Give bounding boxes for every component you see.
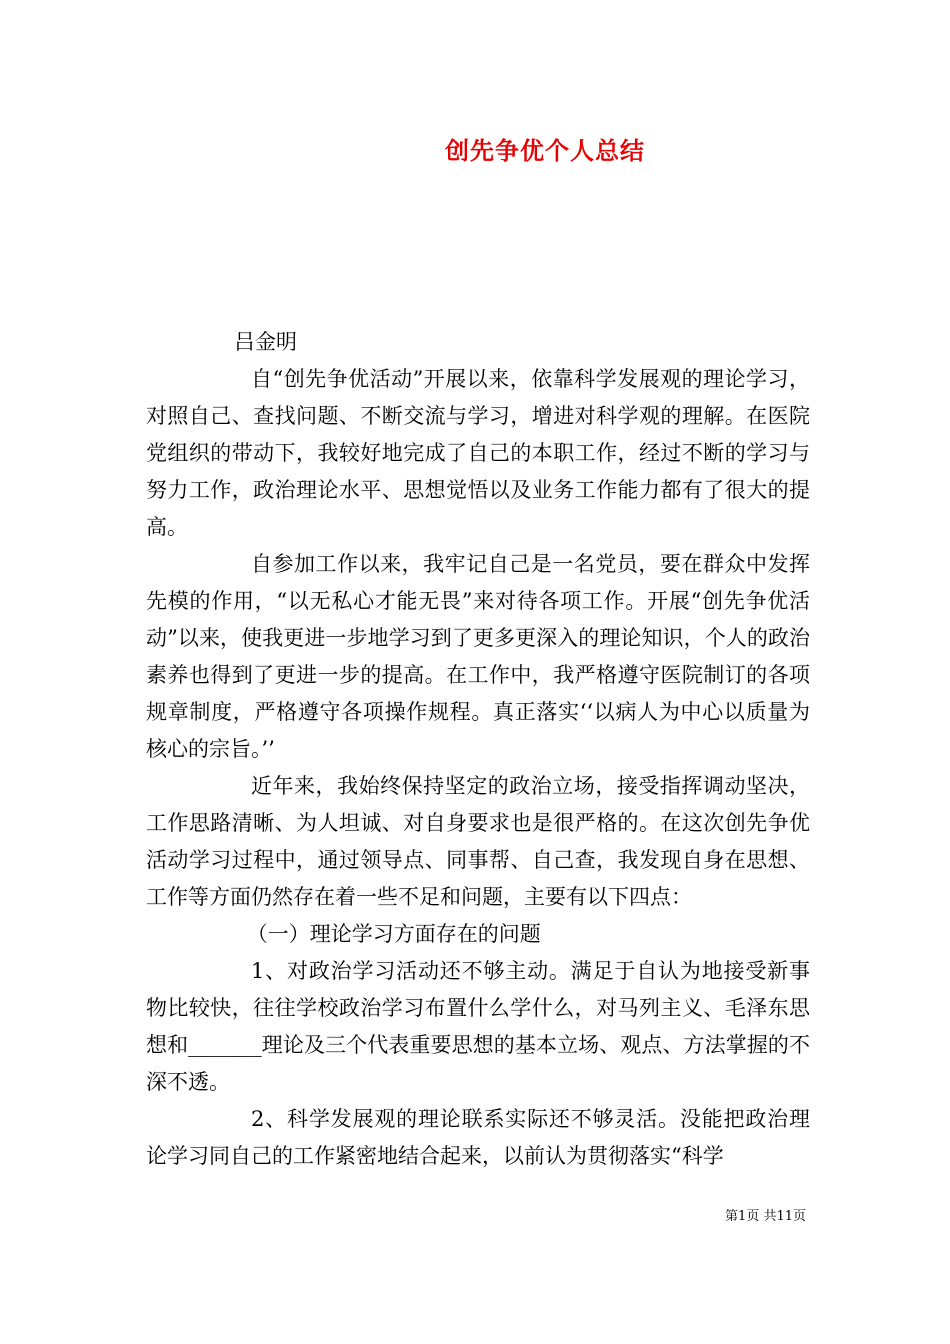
- paragraph-3: 近年来，我始终保持坚定的政治立场，接受指挥调动坚决，工作思路清晰、为人坦诚、对自身要求也是很严格的。在这次创先争优活动学习过程中，通过领导点、同事帮、自己查，我发现自身在思想、工作等方面仍然存在着一些不足和问题，主要有以下四点：: [146, 774, 810, 909]
- document-title: 创先争优个人总结: [445, 136, 645, 165]
- paragraph-5: 2、科学发展观的理论联系实际还不够灵活。没能把政治理论学习同自己的工作紧密地结合起来，以前认为贯彻落实“科学: [146, 1107, 810, 1168]
- paragraph-4: 1、对政治学习活动还不够主动。满足于自认为地接受新事物比较快，往往学校政治学习布置什么学什么，对马列主义、毛泽东思想和_______理论及三个代表重要思想的基本立场、观点、方法掌握的不深不透。: [146, 959, 810, 1094]
- paragraph-2: 自参加工作以来，我牢记自己是一名党员，要在群众中发挥先模的作用，“以无私心才能无畏”来对待各项工作。开展“创先争优活动”以来，使我更进一步地学习到了更多更深入的理论知识，个人的政治素养也得到了更进一步的提高。在工作中，我严格遵守医院制订的各项规章制度，严格遵守各项操作规程。真正落实‘‘以病人为中心以质量为核心的宗旨。’’: [146, 552, 810, 761]
- section-heading: （一）理论学习方面存在的问题: [246, 922, 541, 946]
- author-name: 吕金明: [234, 330, 297, 354]
- paragraph-1: 自“创先争优活动”开展以来，依靠科学发展观的理论学习，对照自己、查找问题、不断交流与学习，增进对科学观的理解。在医院党组织的带动下，我较好地完成了自己的本职工作，经过不断的学习与努力工作，政治理论水平、思想觉悟以及业务工作能力都有了很大的提高。: [146, 367, 810, 539]
- page-number: 第1页 共11页: [725, 1209, 806, 1224]
- document-body: [146, 361, 810, 1175]
